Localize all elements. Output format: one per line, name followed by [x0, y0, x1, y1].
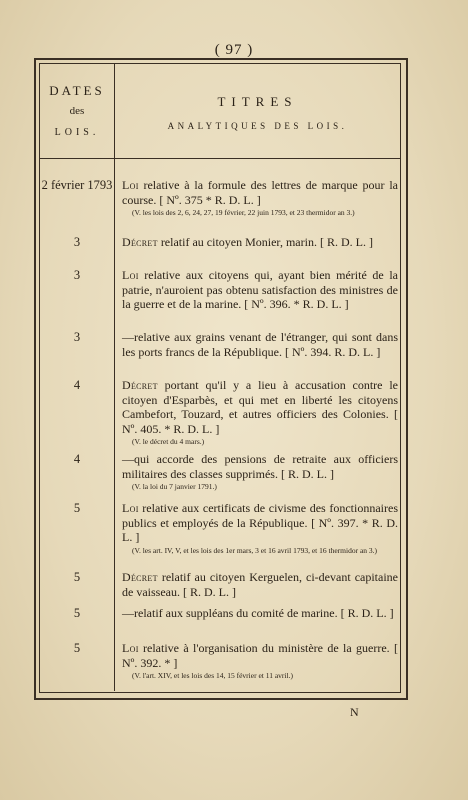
- entry-text: relative à l'organisation du ministère de la guerre. [ Nº. 392. * ]: [122, 641, 398, 670]
- page-number: ( 97 ): [214, 42, 254, 58]
- entry-title: [122, 330, 398, 359]
- entry-text: relative aux citoyens qui, ayant bien mérité de la patrie, n'auroient pas obtenu satisfaction des ministres de la guerre et de la marine. [ Nº. 396. * R. D. L. ]: [122, 268, 398, 311]
- entry-title: [122, 378, 398, 446]
- entry-title: [122, 641, 398, 680]
- entry-title: [122, 235, 398, 250]
- entry-title: [122, 570, 398, 599]
- entry-date: 3: [73, 330, 81, 344]
- entry-note: (V. les art. IV, V, et les lois des 1er mars, 3 et 16 avril 1793, et 16 thermidor an 3.): [132, 545, 378, 555]
- entry-note: (V. la loi du 7 janvier 1791.): [132, 482, 217, 491]
- entry-date: 4: [73, 378, 81, 392]
- dates-header-line1: DATES: [49, 83, 105, 98]
- entry-date: 4: [73, 452, 81, 466]
- entry-lead: Loi: [122, 641, 139, 655]
- entry-date: 3: [73, 268, 81, 282]
- entry-note: (V. l'art. XIV, et les lois des 14, 15 février et 11 avril.): [132, 671, 293, 680]
- entry-date: 3: [73, 235, 81, 249]
- entry-lead: Loi: [122, 178, 139, 192]
- entry-title: [122, 501, 398, 555]
- entry-text: relatif au citoyen Kerguelen, ci-devant capitaine de vaisseau. [ R. D. L. ]: [122, 570, 398, 599]
- entry-date: 5: [73, 641, 81, 655]
- entry-title: [122, 268, 398, 312]
- entry-text: relatif au citoyen Monier, marin. [ R. D. L. ]: [157, 235, 373, 249]
- entry-date: 2 février 1793: [41, 178, 113, 192]
- entry-title: [122, 178, 398, 217]
- entry-lead: Loi: [122, 501, 139, 515]
- entry-lead: Décret: [122, 570, 158, 584]
- entry-text: —relatif aux suppléans du comité de marine. [ R. D. L. ]: [122, 606, 394, 620]
- entry-date: 5: [73, 570, 81, 584]
- entry-text: relative aux certificats de civisme des fonctionnaires publics et employés de la République. [ Nº. 397. * R. D. L. ]: [122, 501, 398, 544]
- entry-text: portant qu'il y a lieu à accusation contre le citoyen d'Esparbès, et qui met en liberté les citoyens Cambefort, Touzard, et autres officiers des Colonies. [ Nº. 405. * R. D. L. ]: [122, 378, 398, 436]
- titles-header-line2: ANALYTIQUES DES LOIS.: [167, 121, 348, 131]
- entry-date: 5: [73, 501, 81, 515]
- entry-lead: Décret: [122, 235, 158, 249]
- entry-lead: Décret: [122, 378, 158, 392]
- entry-text: —relative aux grains venant de l'étranger, qui sont dans les ports francs de la République. [ Nº. 394. R. D. L. ]: [122, 330, 398, 359]
- catchword: N: [350, 705, 359, 719]
- entry-title: [122, 606, 398, 621]
- dates-header-line3: LOIS.: [54, 127, 100, 138]
- titles-header-line1: TITRES: [217, 94, 298, 109]
- entry-text: relative à la formule des lettres de marque pour la course. [ Nº. 375 * R. D. L. ]: [122, 178, 398, 207]
- entry-title: [122, 452, 398, 491]
- entry-date: 5: [73, 606, 81, 620]
- entry-note: (V. le décret du 4 mars.): [132, 437, 205, 446]
- entry-text: —qui accorde des pensions de retraite aux officiers militaires des classes supprimés. [ R. D. L. ]: [122, 452, 398, 481]
- dates-header-line2: des: [69, 105, 85, 117]
- titles-column-header: [115, 94, 400, 131]
- header-rule: [39, 158, 400, 159]
- dates-column-header: [40, 80, 114, 143]
- entry-note: (V. les lois des 2, 6, 24, 27, 19 février, 22 juin 1793, et 23 thermidor an 3.): [132, 208, 355, 217]
- entry-lead: Loi: [122, 268, 139, 282]
